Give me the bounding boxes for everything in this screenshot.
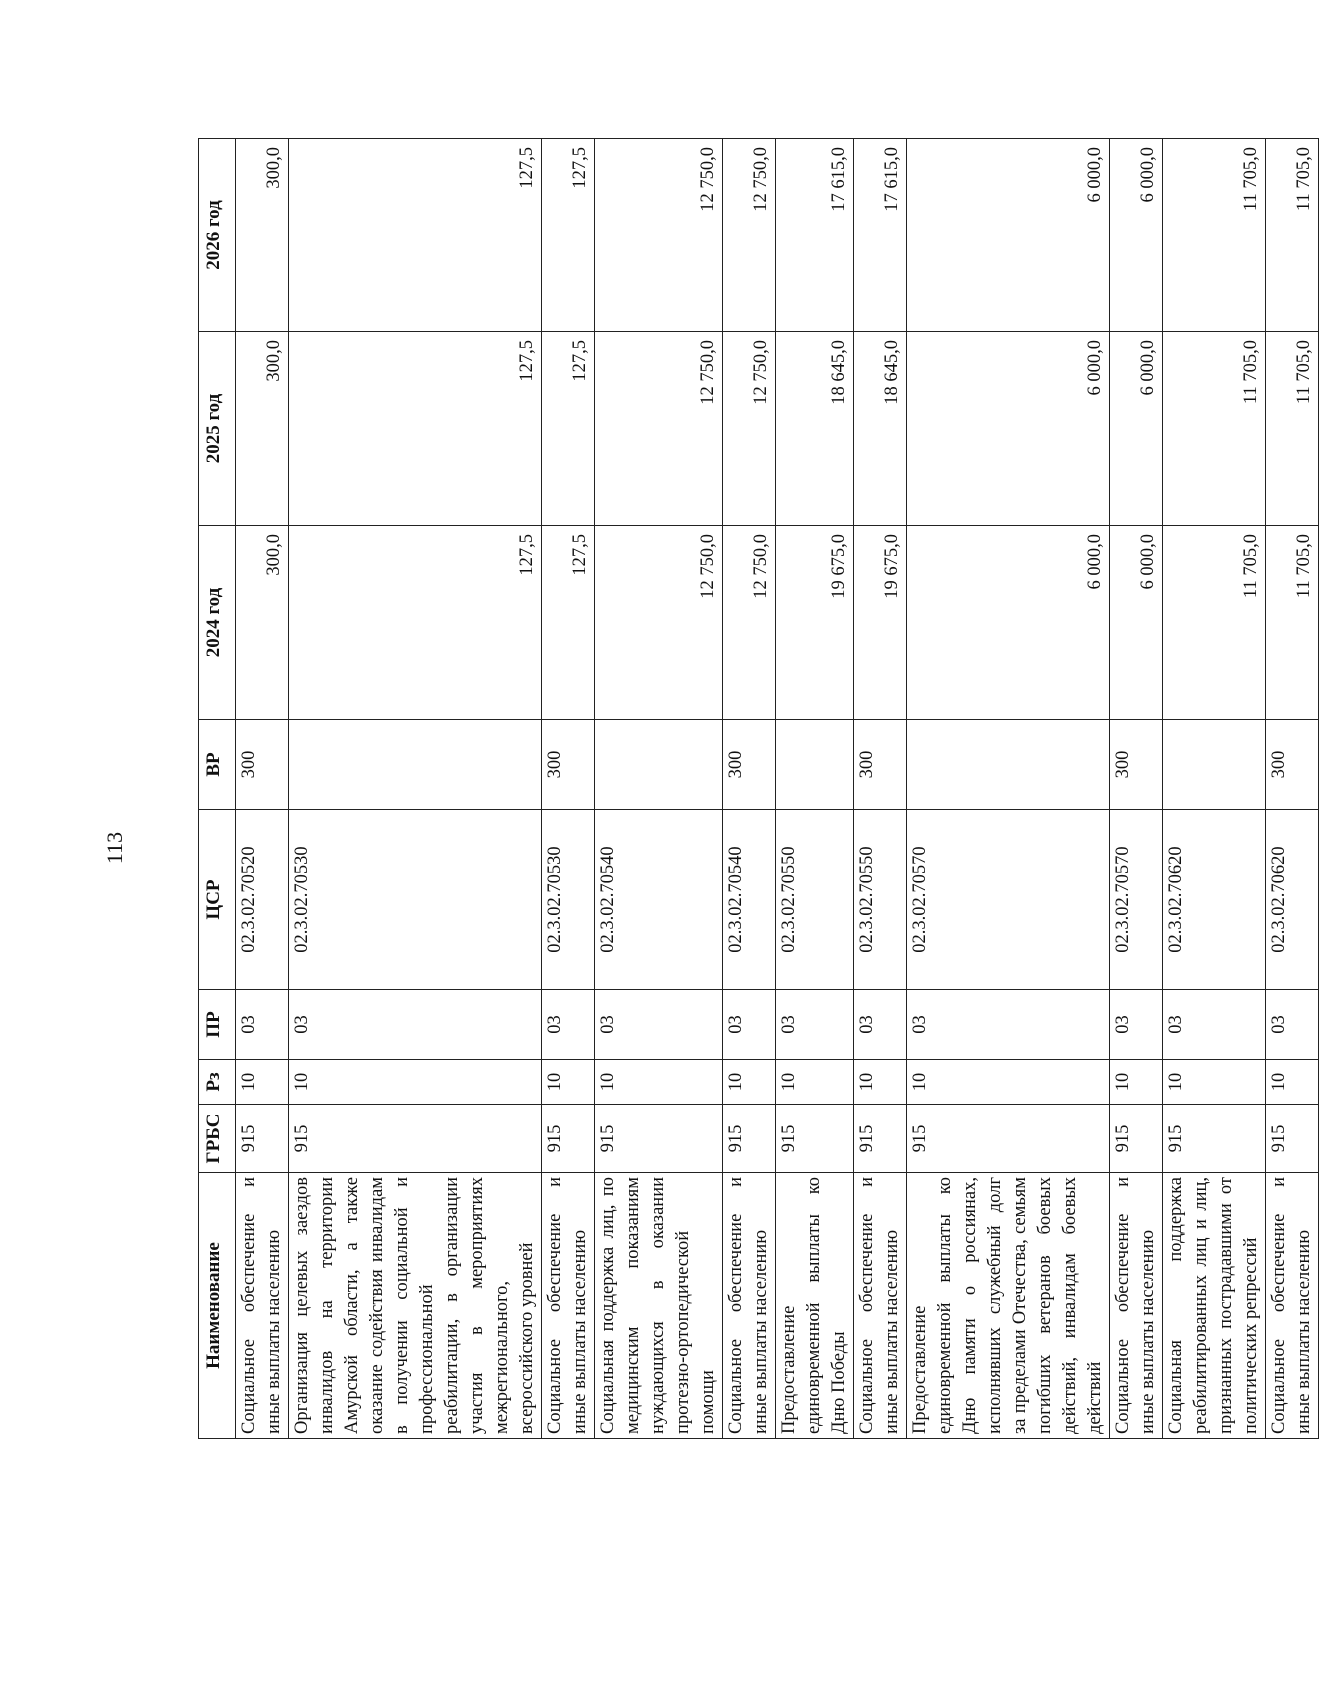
cell-pr: 03 bbox=[1110, 990, 1163, 1060]
cell-name: Социальное обеспечение и иные выплаты населению bbox=[1110, 1173, 1163, 1439]
cell-rz: 10 bbox=[854, 1060, 907, 1105]
cell-2025: 12 750,0 bbox=[723, 332, 776, 526]
cell-name: Социальное обеспечение и иные выплаты населению bbox=[542, 1173, 595, 1439]
cell-2024: 19 675,0 bbox=[854, 526, 907, 720]
cell-2024: 6 000,0 bbox=[907, 526, 1110, 720]
cell-2025: 12 750,0 bbox=[595, 332, 723, 526]
cell-name: Социальное обеспечение и иные выплаты населению bbox=[854, 1173, 907, 1439]
cell-pr: 03 bbox=[723, 990, 776, 1060]
cell-grbs: 915 bbox=[289, 1105, 542, 1173]
header-vr: ВР bbox=[199, 720, 236, 810]
page-number: 113 bbox=[102, 831, 127, 865]
cell-csr: 02.3.02.70550 bbox=[776, 810, 854, 990]
header-csr: ЦСР bbox=[199, 810, 236, 990]
cell-2024: 12 750,0 bbox=[723, 526, 776, 720]
cell-vr: 300 bbox=[236, 720, 289, 810]
cell-pr: 03 bbox=[776, 990, 854, 1060]
table-row bbox=[1266, 139, 1319, 1439]
cell-2026: 11 705,0 bbox=[1266, 139, 1319, 332]
cell-csr: 02.3.02.70540 bbox=[595, 810, 723, 990]
cell-rz: 10 bbox=[595, 1060, 723, 1105]
cell-grbs: 915 bbox=[854, 1105, 907, 1173]
cell-rz: 10 bbox=[723, 1060, 776, 1105]
cell-csr: 02.3.02.70570 bbox=[1110, 810, 1163, 990]
cell-name: Социальное обеспечение и иные выплаты населению bbox=[1266, 1173, 1319, 1439]
cell-2025: 6 000,0 bbox=[1110, 332, 1163, 526]
cell-2025: 18 645,0 bbox=[854, 332, 907, 526]
cell-2025: 11 705,0 bbox=[1266, 332, 1319, 526]
cell-2024: 6 000,0 bbox=[1110, 526, 1163, 720]
cell-grbs: 915 bbox=[595, 1105, 723, 1173]
cell-2025: 127,5 bbox=[542, 332, 595, 526]
table-header-row bbox=[199, 139, 236, 1439]
cell-2026: 12 750,0 bbox=[723, 139, 776, 332]
cell-grbs: 915 bbox=[1110, 1105, 1163, 1173]
cell-2026: 6 000,0 bbox=[1110, 139, 1163, 332]
cell-grbs: 915 bbox=[1163, 1105, 1266, 1173]
cell-2026: 11 705,0 bbox=[1163, 139, 1266, 332]
cell-grbs: 915 bbox=[776, 1105, 854, 1173]
cell-2026: 12 750,0 bbox=[595, 139, 723, 332]
cell-vr bbox=[776, 720, 854, 810]
cell-grbs: 915 bbox=[542, 1105, 595, 1173]
cell-2026: 300,0 bbox=[236, 139, 289, 332]
cell-pr: 03 bbox=[595, 990, 723, 1060]
table-row bbox=[1163, 139, 1266, 1439]
cell-2026: 17 615,0 bbox=[776, 139, 854, 332]
cell-rz: 10 bbox=[1163, 1060, 1266, 1105]
header-2025: 2025 год bbox=[199, 332, 236, 526]
cell-csr: 02.3.02.70550 bbox=[854, 810, 907, 990]
cell-vr bbox=[595, 720, 723, 810]
cell-name: Предоставление единовременной выплаты ко Дню памяти о россиянах, исполнявших служебный долг за пределами Отечества, семьям погибших ветеранов боевых действий, инвалидам боевых действий bbox=[907, 1173, 1110, 1439]
cell-2024: 11 705,0 bbox=[1163, 526, 1266, 720]
cell-rz: 10 bbox=[776, 1060, 854, 1105]
cell-vr: 300 bbox=[854, 720, 907, 810]
header-name: Наименование bbox=[199, 1173, 236, 1439]
cell-name: Социальная поддержка лиц, по медицинским показаниям нуждающихся в оказании протезно-ортопедической помощи bbox=[595, 1173, 723, 1439]
table-row bbox=[907, 139, 1110, 1439]
header-grbs: ГРБС bbox=[199, 1105, 236, 1173]
table-row bbox=[542, 139, 595, 1439]
cell-grbs: 915 bbox=[236, 1105, 289, 1173]
table-row bbox=[723, 139, 776, 1439]
cell-pr: 03 bbox=[289, 990, 542, 1060]
cell-2024: 300,0 bbox=[236, 526, 289, 720]
table-row bbox=[776, 139, 854, 1439]
cell-name: Организация целевых заездов инвалидов на территории Амурской области, а также оказание содействия инвалидам в получении социальной и профессиональной реабилитации, в организации участия в мероприятиях межрегионального, всероссийского уровней bbox=[289, 1173, 542, 1439]
cell-pr: 03 bbox=[236, 990, 289, 1060]
cell-2024: 19 675,0 bbox=[776, 526, 854, 720]
table-row bbox=[236, 139, 289, 1439]
cell-2026: 127,5 bbox=[542, 139, 595, 332]
cell-2024: 11 705,0 bbox=[1266, 526, 1319, 720]
cell-2025: 300,0 bbox=[236, 332, 289, 526]
cell-csr: 02.3.02.70530 bbox=[542, 810, 595, 990]
cell-pr: 03 bbox=[542, 990, 595, 1060]
cell-vr bbox=[1163, 720, 1266, 810]
cell-grbs: 915 bbox=[723, 1105, 776, 1173]
cell-2024: 12 750,0 bbox=[595, 526, 723, 720]
cell-2026: 6 000,0 bbox=[907, 139, 1110, 332]
cell-pr: 03 bbox=[854, 990, 907, 1060]
cell-csr: 02.3.02.70620 bbox=[1163, 810, 1266, 990]
cell-rz: 10 bbox=[1266, 1060, 1319, 1105]
cell-2026: 127,5 bbox=[289, 139, 542, 332]
table-row bbox=[854, 139, 907, 1439]
cell-2024: 127,5 bbox=[289, 526, 542, 720]
header-pr: ПР bbox=[199, 990, 236, 1060]
cell-2024: 127,5 bbox=[542, 526, 595, 720]
header-2024: 2024 год bbox=[199, 526, 236, 720]
cell-rz: 10 bbox=[289, 1060, 542, 1105]
cell-vr: 300 bbox=[542, 720, 595, 810]
cell-rz: 10 bbox=[542, 1060, 595, 1105]
budget-table bbox=[198, 138, 1319, 1439]
header-rz: Рз bbox=[199, 1060, 236, 1105]
cell-name: Предоставление единовременной выплаты ко Дню Победы bbox=[776, 1173, 854, 1439]
header-2026: 2026 год bbox=[199, 139, 236, 332]
table-row bbox=[289, 139, 542, 1439]
table-row bbox=[1110, 139, 1163, 1439]
cell-vr bbox=[907, 720, 1110, 810]
cell-csr: 02.3.02.70620 bbox=[1266, 810, 1319, 990]
cell-vr: 300 bbox=[723, 720, 776, 810]
cell-csr: 02.3.02.70530 bbox=[289, 810, 542, 990]
cell-vr: 300 bbox=[1110, 720, 1163, 810]
table-body bbox=[236, 139, 1319, 1439]
cell-grbs: 915 bbox=[1266, 1105, 1319, 1173]
cell-2025: 11 705,0 bbox=[1163, 332, 1266, 526]
cell-vr bbox=[289, 720, 542, 810]
table-row bbox=[595, 139, 723, 1439]
cell-rz: 10 bbox=[236, 1060, 289, 1105]
cell-2025: 18 645,0 bbox=[776, 332, 854, 526]
cell-rz: 10 bbox=[1110, 1060, 1163, 1105]
cell-2025: 6 000,0 bbox=[907, 332, 1110, 526]
cell-pr: 03 bbox=[1163, 990, 1266, 1060]
rotated-table-container bbox=[198, 139, 1314, 1439]
cell-csr: 02.3.02.70540 bbox=[723, 810, 776, 990]
cell-csr: 02.3.02.70570 bbox=[907, 810, 1110, 990]
cell-csr: 02.3.02.70520 bbox=[236, 810, 289, 990]
cell-name: Социальная поддержка реабилитированных лиц и лиц, признанных пострадавшими от политических репрессий bbox=[1163, 1173, 1266, 1439]
cell-grbs: 915 bbox=[907, 1105, 1110, 1173]
cell-rz: 10 bbox=[907, 1060, 1110, 1105]
cell-vr: 300 bbox=[1266, 720, 1319, 810]
cell-pr: 03 bbox=[1266, 990, 1319, 1060]
cell-name: Социальное обеспечение и иные выплаты населению bbox=[236, 1173, 289, 1439]
cell-2026: 17 615,0 bbox=[854, 139, 907, 332]
cell-pr: 03 bbox=[907, 990, 1110, 1060]
cell-2025: 127,5 bbox=[289, 332, 542, 526]
cell-name: Социальное обеспечение и иные выплаты населению bbox=[723, 1173, 776, 1439]
